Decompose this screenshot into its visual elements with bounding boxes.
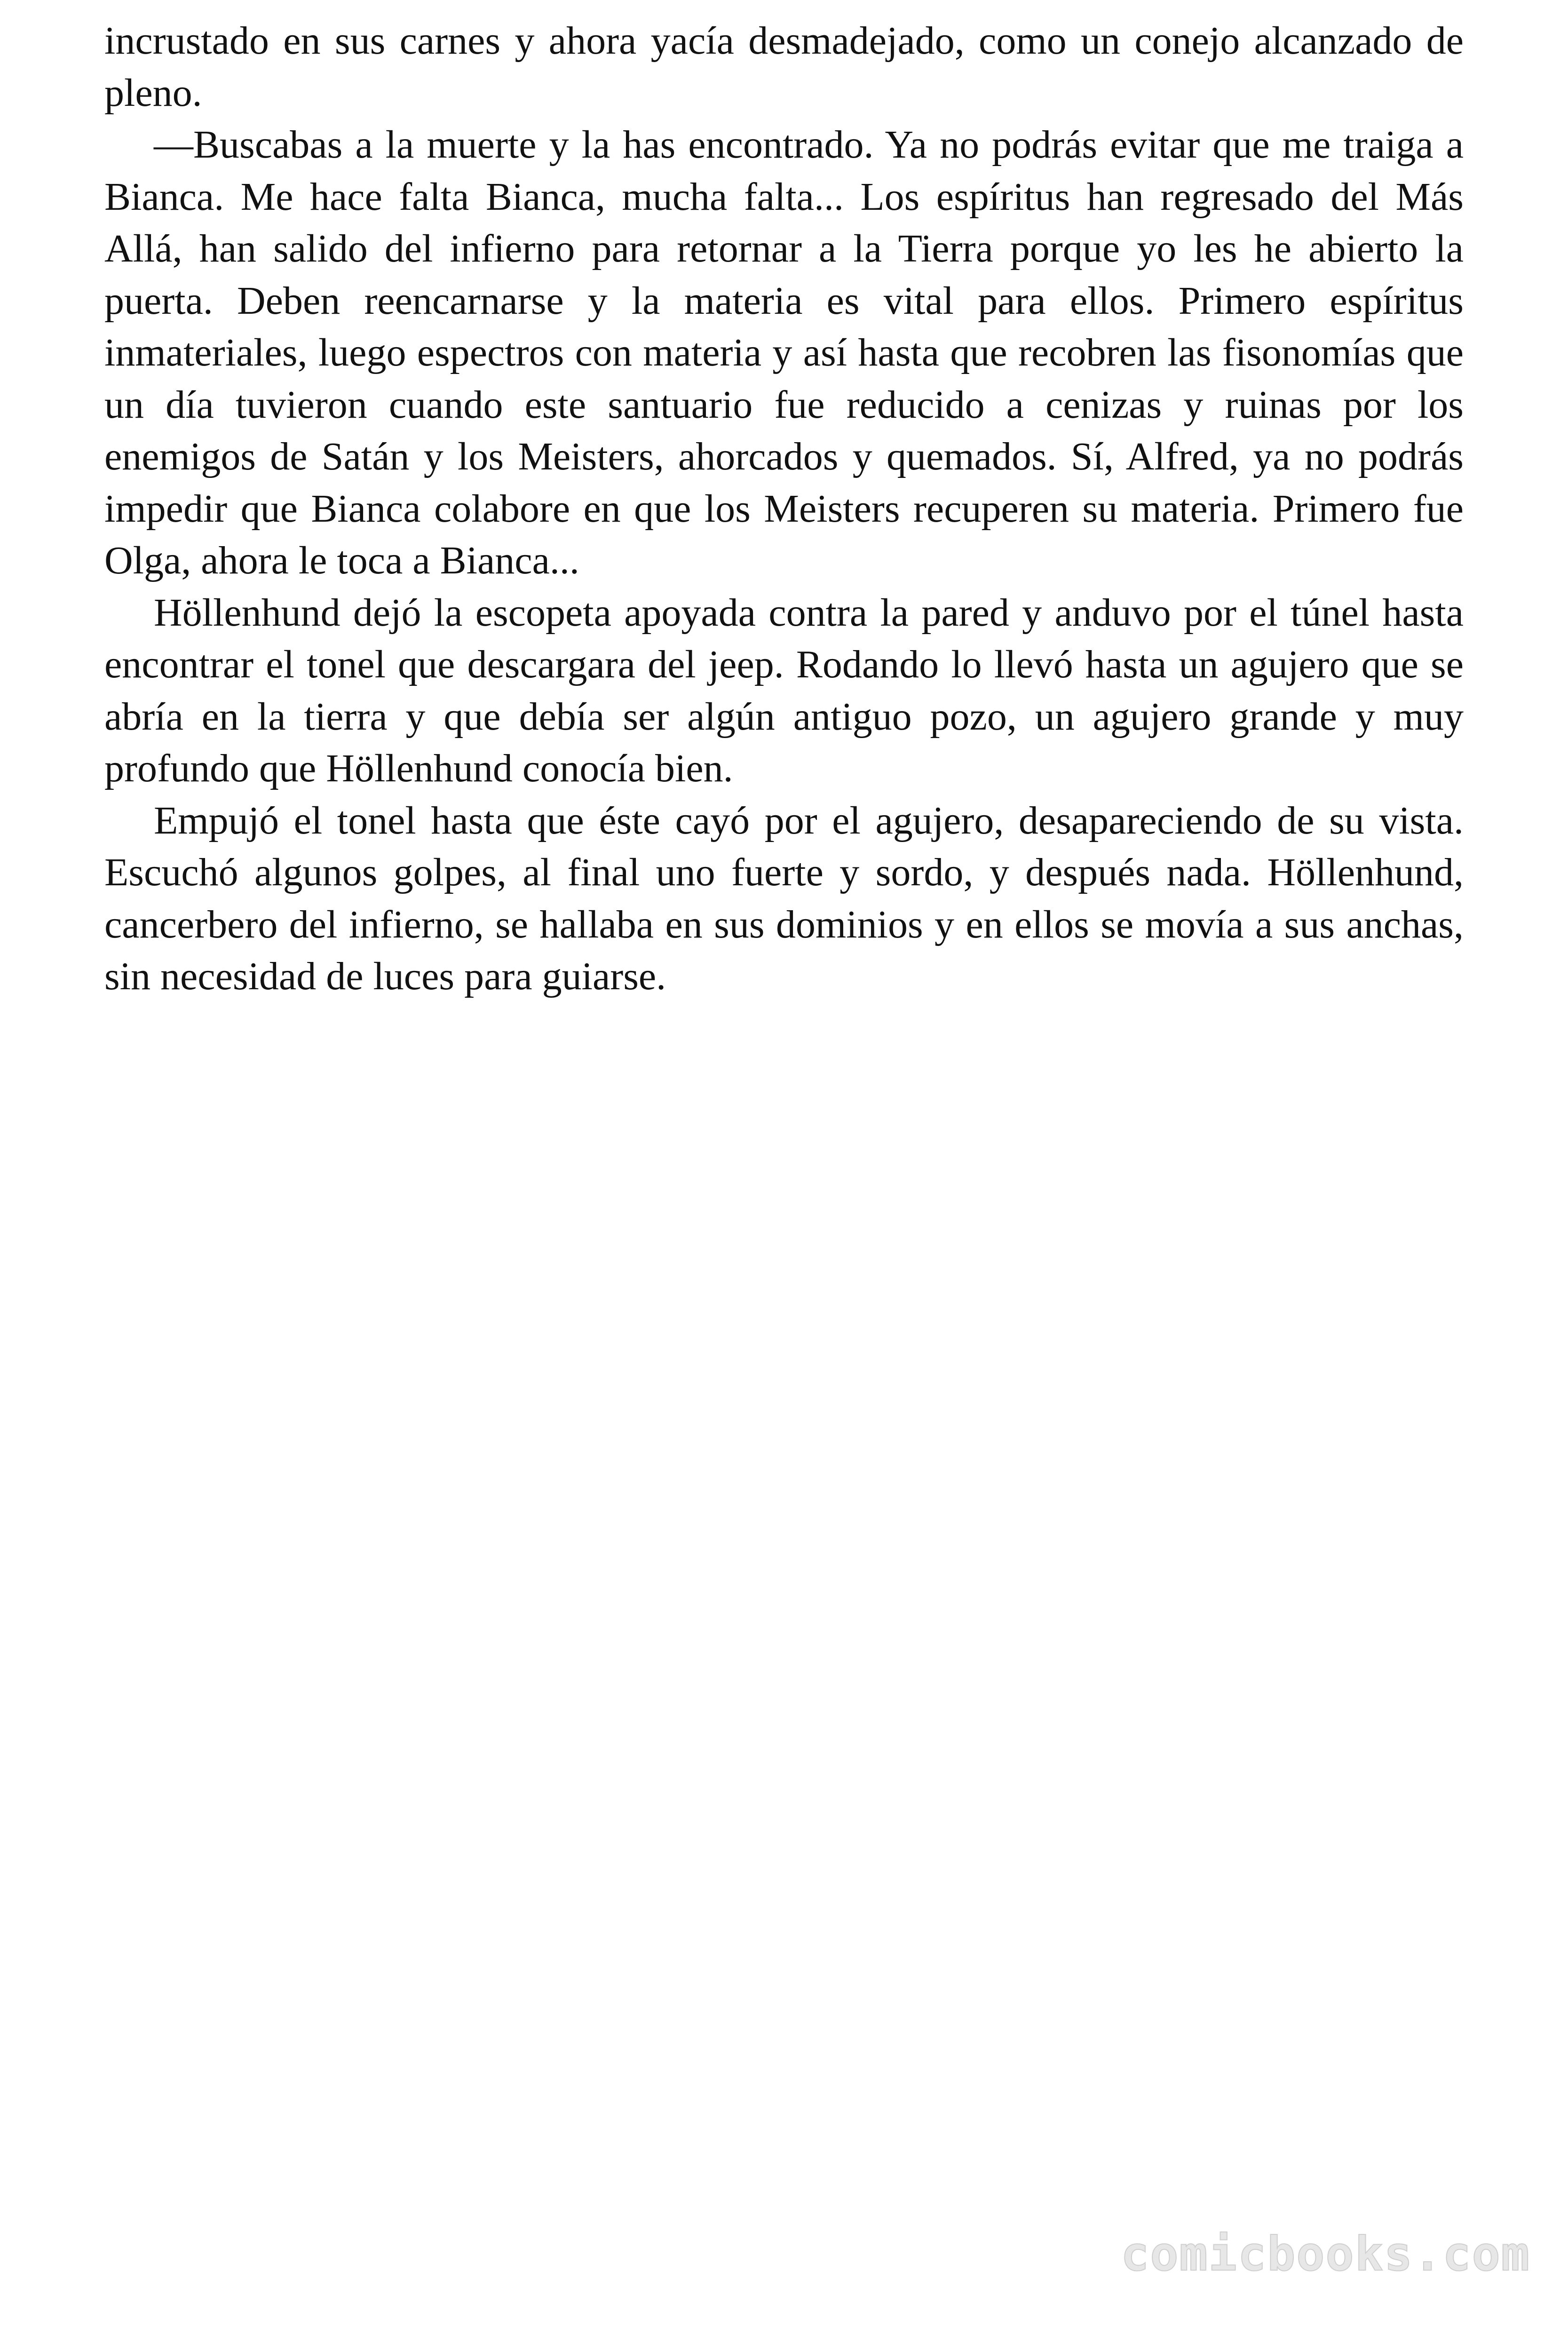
paragraph-1: incrustado en sus carnes y ahora yacía desmadejado, como un conejo alcanzado de pleno. xyxy=(104,19,1464,115)
body-text xyxy=(104,15,1464,1003)
paragraph-3: Höllenhund dejó la escopeta apoyada contra la pared y anduvo por el túnel hasta encontrar el tonel que descargara del jeep. Rodando lo llevó hasta un agujero que se abría en la tierra y que debía ser algún antiguo pozo, un agujero grande y muy profundo que Höllenhund conocía bien. xyxy=(104,590,1464,790)
watermark: comicbooks.com xyxy=(1121,2226,1530,2281)
paragraph-4: Empujó el tonel hasta que éste cayó por el agujero, desapareciendo de su vista. Escuchó algunos golpes, al final uno fuerte y sordo, y después nada. Höllenhund, cancerbero del infierno, se hallaba en sus dominios y en ellos se movía a sus anchas, sin necesidad de luces para guiarse. xyxy=(104,798,1464,998)
paragraph-2: —Buscabas a la muerte y la has encontrado. Ya no podrás evitar que me traiga a Bianca. Me hace falta Bianca, mucha falta... Los espíritus han regresado del Más Allá, han salido del infierno para retornar a la Tierra porque yo les he abierto la puerta. Deben reencarnarse y la materia es vital para ellos. Primero espíritus inmateriales, luego espectros con materia y así hasta que recobren las fisonomías que un día tuvieron cuando este santuario fue reducido a cenizas y ruinas por los enemigos de Satán y los Meisters, ahorcados y quemados. Sí, Alfred, ya no podrás impedir que Bianca colabore en que los Meisters recuperen su materia. Primero fue Olga, ahora le toca a Bianca... xyxy=(104,123,1464,582)
